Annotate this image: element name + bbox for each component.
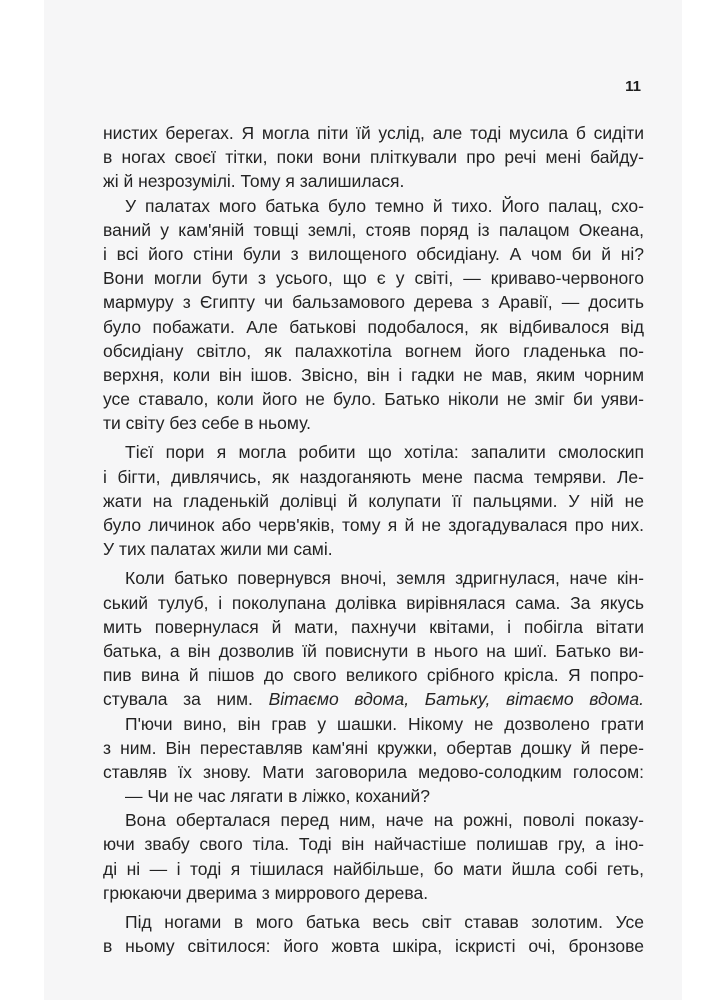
text-line (103, 363, 644, 387)
text-line-content: ти світу без себе в ньому. (103, 413, 311, 434)
text-line (103, 712, 644, 736)
text-line-content: ваний у кам'яній товщі землі, стояв поряд із палацом Океана, (103, 219, 644, 240)
text-line-content: — Чи не час лягати в ліжко, коханий? (125, 786, 430, 807)
text-line-content: ючи звабу свого тіла. Тоді він найчастіше полишав гру, а іно- (103, 834, 644, 855)
text-line (103, 566, 644, 590)
text-line (103, 290, 644, 314)
text-line (103, 465, 644, 489)
text-line-content: в ногах своєї тітки, поки вони пліткували про речі мені байду- (103, 147, 644, 168)
page-number: 11 (625, 78, 641, 95)
text-line (103, 934, 644, 958)
text-line-content: нистих берегах. Я могла піти їй услід, але тоді мусила б сидіти (103, 123, 644, 143)
text-line-content: Вона оберталася перед ним, наче на рожні, поволі показу- (125, 810, 644, 831)
text-line-content: Під ногами в мого батька весь світ ставав золотим. Усе (125, 912, 644, 932)
text-line (103, 218, 644, 242)
text-line (103, 808, 644, 832)
text-line (103, 411, 644, 435)
text-line-content: Коли батько повернувся вночі, земля здригнулася, наче кін- (125, 568, 644, 589)
text-line (103, 339, 644, 363)
text-line-content: усе ставало, коли його не було. Батько ніколи не зміг би уяви- (103, 389, 644, 410)
text-line (103, 910, 644, 934)
text-line (103, 591, 644, 615)
text-line (103, 242, 644, 266)
text-line (103, 784, 644, 808)
text-line (103, 881, 644, 905)
text-line (103, 663, 644, 687)
text-line-content: ді ні — і тоді я тішилася найбільше, бо мати йшла собі геть, (103, 858, 644, 879)
text-line-content: жі й незрозумілі. Тому я залишилася. (103, 171, 405, 192)
text-line (103, 145, 644, 169)
text-line (103, 121, 644, 145)
text-line (103, 513, 644, 537)
text-line-content: мить повернулася й мати, пахнучи квітами, і побігла вітати (103, 616, 644, 637)
text-line-content: і бігти, дивлячись, як наздоганяють мене пасма темряви. Ле- (103, 466, 644, 487)
text-line (103, 169, 644, 193)
text-line-content: верхня, коли він ішов. Звісно, він і гадки не мав, яким чорним (103, 364, 644, 385)
text-line-content: було личинок або черв'яків, тому я й не здогадувалася про них. (103, 515, 644, 535)
text-line (103, 857, 644, 881)
text-line-content: обсидіану світло, як палахкотіла вогнем його гладенька по- (103, 340, 644, 361)
text-line (103, 832, 644, 856)
text-line (103, 266, 644, 290)
text-line (103, 537, 644, 561)
text-line-content: ставляв їх знову. Мати заговорила медово-солодким голосом: (103, 761, 644, 782)
text-line-content: ський тулуб, і поколупана долівка вирівнялася сама. За якусь (103, 592, 644, 613)
body-text (103, 121, 644, 958)
text-line (103, 194, 644, 218)
text-line-content: У тих палатах жили ми самі. (103, 539, 333, 560)
book-page (44, 0, 682, 1000)
text-line-content: Тієї пори я могла робити що хотіла: запалити смолоскип (125, 442, 644, 463)
text-line-content: пив вина й пішов до свого великого срібного крісла. Я попро- (103, 665, 644, 686)
text-line-content: грюкаючи дверима з миррового дерева. (103, 882, 429, 903)
text-line-content: жати на гладенькій долівці й колупати її пальцями. У ній не (103, 490, 644, 511)
text-line (103, 615, 644, 639)
text-line-content: П'ючи вино, він грав у шашки. Нікому не дозволено грати (125, 713, 644, 734)
text-line-content: стувала за ним. (103, 689, 269, 710)
text-line (103, 315, 644, 339)
text-line (103, 736, 644, 760)
text-line (103, 760, 644, 784)
text-line-content: з ним. Він переставляв кам'яні кружки, обертав дошку й пере- (103, 737, 644, 758)
text-line (103, 639, 644, 663)
text-line (103, 387, 644, 411)
text-line-content: Вони могли бути з усього, що є у світі, — криваво-червоного (103, 268, 644, 289)
text-line-content: У палатах мого батька було темно й тихо. Його палац, схо- (125, 195, 644, 216)
text-line-content: мармуру з Єгипту чи бальзамового дерева з Аравії, — досить (103, 292, 644, 313)
text-line-content: в ньому світилося: його жовта шкіра, іскристі очі, бронзове (103, 936, 644, 957)
text-line-content: було побажати. Але батькові подобалося, як відбивалося від (103, 316, 644, 337)
text-line (103, 489, 644, 513)
text-line (103, 440, 644, 464)
text-line-content: і всі його стіни були з вилощеного обсидіану. А чом би й ні? (103, 243, 644, 264)
italic-text: Вітаємо вдома, Батьку, вітаємо вдома. (268, 689, 644, 710)
text-line-content: батька, а він дозволив їй повиснути в нього на шиї. Батько ви- (103, 640, 644, 661)
text-line (103, 687, 644, 711)
